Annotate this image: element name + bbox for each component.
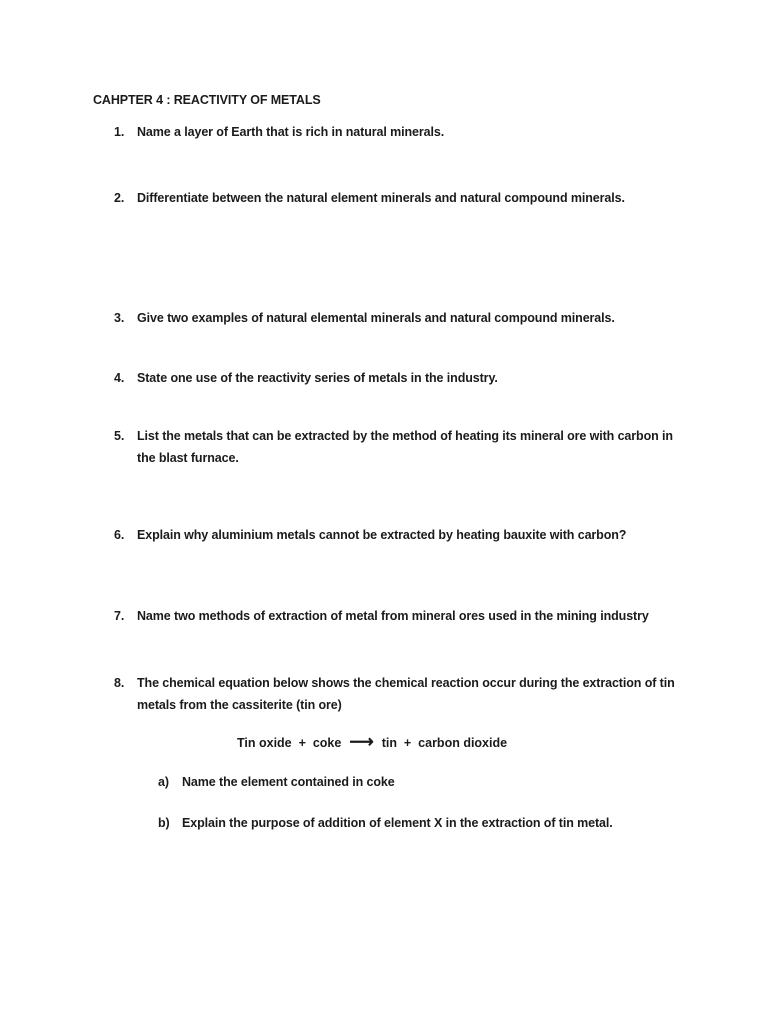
chemical-equation [237,731,507,755]
question-8 [114,672,681,716]
question-7-text: Name two methods of extraction of metal from mineral ores used in the mining industry [137,609,649,623]
equation-products: tin + carbon dioxide [381,736,508,750]
subquestion-a-letter: a) [158,775,169,789]
question-8-number: 8. [114,676,125,690]
question-1 [114,121,681,143]
question-5 [114,425,681,469]
question-4-text: State one use of the reactivity series of metals in the industry. [137,371,498,385]
subquestion-b-text: Explain the purpose of addition of element X in the extraction of tin metal. [182,816,613,830]
question-1-text: Name a layer of Earth that is rich in natural minerals. [137,125,445,139]
question-3-text: Give two examples of natural elemental minerals and natural compound minerals. [137,311,615,325]
page-title: CAHPTER 4 : REACTIVITY OF METALS [93,93,321,107]
question-7 [114,605,681,627]
subquestion-b [158,812,678,834]
equation-reactants: Tin oxide + coke [237,736,342,750]
subquestion-a [158,771,678,793]
question-2-text: Differentiate between the natural element minerals and natural compound minerals. [137,191,625,205]
question-5-text: List the metals that can be extracted by the method of heating its mineral ore with carbon in the blast furnace. [137,429,673,465]
question-6-text: Explain why aluminium metals cannot be extracted by heating bauxite with carbon? [137,528,627,542]
reaction-arrow-icon: ⟶ [349,732,374,751]
subquestion-a-text: Name the element contained in coke [182,775,395,789]
question-6 [114,524,681,546]
question-3-number: 3. [114,311,125,325]
question-3 [114,307,681,329]
question-4-number: 4. [114,371,125,385]
question-2 [114,187,681,209]
question-6-number: 6. [114,528,125,542]
question-4 [114,367,681,389]
question-2-number: 2. [114,191,125,205]
subquestion-b-letter: b) [158,816,170,830]
question-1-number: 1. [114,125,125,139]
question-5-number: 5. [114,429,125,443]
question-8-text: The chemical equation below shows the chemical reaction occur during the extraction of tin metals from the cassiterite (tin ore) [137,676,675,712]
question-7-number: 7. [114,609,125,623]
